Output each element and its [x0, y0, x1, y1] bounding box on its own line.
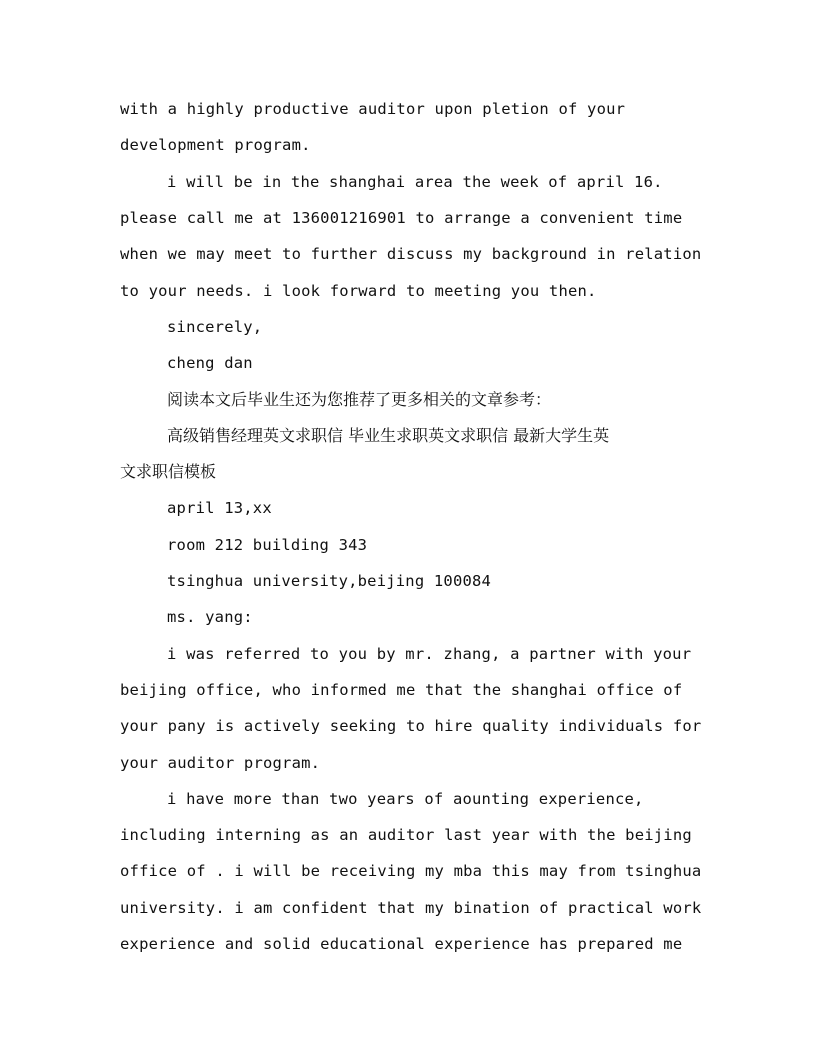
text-line: including interning as an auditor last year with the beijing: [120, 826, 692, 844]
text-line: to your needs. i look forward to meeting you then.: [120, 282, 597, 300]
text-line: please call me at 136001216901 to arrange a convenient time: [120, 209, 683, 227]
text-line: i have more than two years of aounting experience,: [167, 790, 644, 808]
recommended-articles: 高级销售经理英文求职信 毕业生求职英文求职信 最新大学生英: [167, 426, 610, 445]
text-line: university. i am confident that my bination of practical work: [120, 899, 702, 917]
text-line: i was referred to you by mr. zhang, a partner with your: [167, 645, 692, 663]
recommendation-heading: 阅读本文后毕业生还为您推荐了更多相关的文章参考：: [167, 390, 552, 409]
text-line: i will be in the shanghai area the week of april 16.: [167, 173, 663, 191]
text-line: your pany is actively seeking to hire quality individuals for: [120, 717, 702, 735]
text-line: beijing office, who informed me that the shanghai office of: [120, 681, 683, 699]
text-line: your auditor program.: [120, 754, 321, 772]
signature-name: cheng dan: [167, 354, 253, 372]
recommended-articles-continued: 文求职信模板: [120, 462, 217, 481]
text-line: with a highly productive auditor upon pletion of your: [120, 100, 626, 118]
text-line: development program.: [120, 136, 311, 154]
text-line: experience and solid educational experience has prepared me: [120, 935, 683, 953]
salutation: ms. yang:: [167, 608, 253, 626]
text-line: office of . i will be receiving my mba this may from tsinghua: [120, 862, 702, 880]
letter-date: april 13,xx: [167, 499, 272, 517]
closing: sincerely,: [167, 318, 263, 336]
address-line: room 212 building 343: [167, 536, 368, 554]
address-line: tsinghua university,beijing 100084: [167, 572, 492, 590]
text-line: when we may meet to further discuss my background in relation: [120, 245, 702, 263]
